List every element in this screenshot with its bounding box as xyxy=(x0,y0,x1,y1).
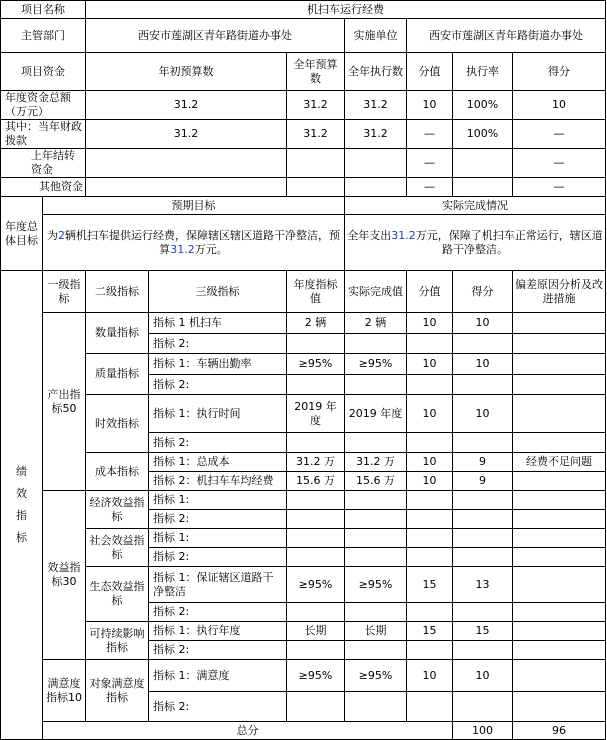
cell: 指标 2: xyxy=(149,375,287,395)
cell xyxy=(407,641,453,660)
cell xyxy=(513,433,606,453)
cell xyxy=(453,548,513,567)
cell: 指标 2: xyxy=(149,433,287,453)
cell: 指标 2: xyxy=(149,641,287,660)
cell xyxy=(345,178,407,197)
cell: 31.2 xyxy=(287,120,345,149)
col-actual: 实际完成值 xyxy=(345,271,407,313)
cell: 10 xyxy=(453,354,513,375)
cell: 31.2 xyxy=(86,91,287,120)
cell: 31.2 xyxy=(86,120,287,149)
cell xyxy=(453,641,513,660)
cell xyxy=(453,433,513,453)
dept-label: 主管部门 xyxy=(1,19,86,53)
satisfaction-label: 满意度指标10 xyxy=(43,660,86,722)
col-perf-score: 得分 xyxy=(453,271,513,313)
cell: 10 xyxy=(407,472,453,491)
cell xyxy=(453,692,513,722)
cell xyxy=(287,334,345,354)
cell xyxy=(407,375,453,395)
cell xyxy=(513,313,606,334)
impl-name: 西安市莲湖区青年路街道办事处 xyxy=(407,19,606,53)
cell xyxy=(287,641,345,660)
table-row xyxy=(1,91,606,120)
cell: 指标 1：保证辖区道路干净整洁 xyxy=(149,567,287,603)
cell xyxy=(287,433,345,453)
cell: 31.2 xyxy=(287,91,345,120)
cell: ≥95% xyxy=(345,567,407,603)
benefit-label: 效益指标30 xyxy=(43,491,86,660)
cell: ≥95% xyxy=(287,660,345,692)
cell xyxy=(345,375,407,395)
cell xyxy=(345,529,407,548)
funds-row-label: 其中：当年财政拨款 xyxy=(1,120,86,149)
col-annual-exec: 全年执行数 xyxy=(345,53,407,91)
cell xyxy=(513,491,606,510)
cell: 10 xyxy=(513,91,606,120)
impl-label: 实施单位 xyxy=(345,19,407,53)
cell xyxy=(345,692,407,722)
cell: 指标 2: xyxy=(149,548,287,567)
col-perf-weight: 分值 xyxy=(407,271,453,313)
cell xyxy=(407,603,453,622)
text: 全年支出 xyxy=(347,228,392,242)
funds-row-label: 其他资金 xyxy=(1,178,86,197)
cell: — xyxy=(407,149,453,178)
cost-label: 成本指标 xyxy=(86,453,149,491)
social-label: 社会效益指标 xyxy=(86,529,149,567)
cell xyxy=(86,178,287,197)
cell xyxy=(513,334,606,354)
cell xyxy=(345,548,407,567)
cell xyxy=(287,510,345,529)
cell xyxy=(513,529,606,548)
cell: 100% xyxy=(453,120,513,149)
col-initial-budget: 年初预算数 xyxy=(86,53,287,91)
cell xyxy=(453,149,513,178)
cell: 31.2 万 xyxy=(345,453,407,472)
cell: 指标 2: xyxy=(149,334,287,354)
cell xyxy=(513,472,606,491)
cell: 指标 2: xyxy=(149,692,287,722)
cell xyxy=(287,603,345,622)
cell: 指标 2：机扫车车均经费 xyxy=(149,472,287,491)
cell xyxy=(453,375,513,395)
cell: 指标 1: xyxy=(149,529,287,548)
cell xyxy=(287,149,345,178)
cell: 13 xyxy=(453,567,513,603)
col-weight: 分值 xyxy=(407,53,453,91)
text: 2 xyxy=(58,228,65,242)
cell xyxy=(453,529,513,548)
cell: 15 xyxy=(407,567,453,603)
cell: ≥95% xyxy=(287,354,345,375)
cell: 9 xyxy=(453,472,513,491)
cell: 2019 年度 xyxy=(287,395,345,433)
cell: 15 xyxy=(407,622,453,641)
total-weight: 100 xyxy=(453,722,513,740)
text: 万元。 xyxy=(194,242,228,256)
col-annual-budget: 全年预算数 xyxy=(287,53,345,91)
cell xyxy=(513,548,606,567)
cell xyxy=(513,567,606,603)
cell: 指标 2: xyxy=(149,510,287,529)
cell: 10 xyxy=(407,453,453,472)
cell: 15.6 万 xyxy=(345,472,407,491)
sustainability-label: 可持续影响指标 xyxy=(86,622,149,660)
cell: 31.2 xyxy=(345,91,407,120)
cell: 指标 1：执行时间 xyxy=(149,395,287,433)
actual-completion-text xyxy=(345,215,606,271)
cell xyxy=(407,529,453,548)
cell: 2019 年度 xyxy=(345,395,407,433)
cell: ≥95% xyxy=(345,660,407,692)
cell: 指标 1：总成本 xyxy=(149,453,287,472)
cell: 指标 2: xyxy=(149,603,287,622)
col-exec-rate: 执行率 xyxy=(453,53,513,91)
cell: 10 xyxy=(407,313,453,334)
cell xyxy=(453,603,513,622)
ecological-label: 生态效益指标 xyxy=(86,567,149,622)
cell: 指标 1 机扫车 xyxy=(149,313,287,334)
cell: 指标 1：满意度 xyxy=(149,660,287,692)
cell: 10 xyxy=(453,313,513,334)
cell xyxy=(345,641,407,660)
project-name: 机扫车运行经费 xyxy=(86,1,606,19)
text: 绩效指标 xyxy=(16,465,27,544)
cell: 15.6 万 xyxy=(287,472,345,491)
cell: 10 xyxy=(407,660,453,692)
cell: 10 xyxy=(407,91,453,120)
col-target: 年度指标值 xyxy=(287,271,345,313)
cell: — xyxy=(513,149,606,178)
cell: — xyxy=(513,178,606,197)
funds-row-label: 年度资金总额（万元） xyxy=(1,91,86,120)
quantity-label: 数量指标 xyxy=(86,313,149,354)
cell xyxy=(287,491,345,510)
cell xyxy=(407,433,453,453)
cell: ≥95% xyxy=(287,567,345,603)
cell: ≥95% xyxy=(345,354,407,375)
cell xyxy=(287,692,345,722)
cell xyxy=(407,548,453,567)
col-level1: 一级指标 xyxy=(43,271,86,313)
cell xyxy=(453,334,513,354)
cell xyxy=(513,395,606,433)
text: 31.2 xyxy=(391,228,416,242)
cell: 100% xyxy=(453,91,513,120)
cell xyxy=(345,603,407,622)
cell xyxy=(513,622,606,641)
cell: 长期 xyxy=(287,622,345,641)
cell xyxy=(453,178,513,197)
cell xyxy=(345,491,407,510)
cell xyxy=(407,510,453,529)
output-label: 产出指标50 xyxy=(43,313,86,491)
cell xyxy=(407,491,453,510)
economic-label: 经济效益指标 xyxy=(86,491,149,529)
cell xyxy=(513,354,606,375)
cell: 31.2 xyxy=(345,120,407,149)
cell xyxy=(453,491,513,510)
text: 辆机扫车提供运行经费，保障辖区辖区道路干净整洁，预算 xyxy=(65,228,340,256)
annual-goal-label: 年度总体目标 xyxy=(1,197,43,271)
cell xyxy=(513,641,606,660)
cell: — xyxy=(513,120,606,149)
cell xyxy=(513,692,606,722)
timeliness-label: 时效指标 xyxy=(86,395,149,453)
perf-label xyxy=(1,271,43,740)
cell: 10 xyxy=(453,660,513,692)
funds-label: 项目资金 xyxy=(1,53,86,91)
col-score: 得分 xyxy=(513,53,606,91)
service-satisfaction-label: 对象满意度指标 xyxy=(86,660,149,722)
cell: 9 xyxy=(453,453,513,472)
cell: — xyxy=(407,178,453,197)
cell xyxy=(287,178,345,197)
actual-completion-label: 实际完成情况 xyxy=(345,197,606,215)
cell xyxy=(407,692,453,722)
cell xyxy=(513,375,606,395)
table-row xyxy=(1,149,606,178)
cell xyxy=(345,334,407,354)
cell: 15 xyxy=(453,622,513,641)
col-reason: 偏差原因分析及改进措施 xyxy=(513,271,606,313)
total-score: 96 xyxy=(513,722,606,740)
cell: 31.2 万 xyxy=(287,453,345,472)
cell: 经费不足问题 xyxy=(513,453,606,472)
cell xyxy=(345,433,407,453)
cell xyxy=(345,149,407,178)
cell: 10 xyxy=(453,395,513,433)
cell xyxy=(513,510,606,529)
cell xyxy=(287,375,345,395)
cell: 2 辆 xyxy=(287,313,345,334)
text: 31.2 xyxy=(170,242,195,256)
col-level3: 三级指标 xyxy=(149,271,287,313)
expected-goal-text xyxy=(43,215,345,271)
cell: 10 xyxy=(407,395,453,433)
quality-label: 质量指标 xyxy=(86,354,149,395)
cell xyxy=(86,149,287,178)
table-row xyxy=(1,120,606,149)
table-row xyxy=(1,178,606,197)
cell xyxy=(407,334,453,354)
cell: 2 辆 xyxy=(345,313,407,334)
cell: 指标 1: xyxy=(149,491,287,510)
cell xyxy=(513,660,606,692)
cell: 长期 xyxy=(345,622,407,641)
dept-name: 西安市莲湖区青年路街道办事处 xyxy=(86,19,345,53)
expected-goal-label: 预期目标 xyxy=(43,197,345,215)
text: 为 xyxy=(47,228,58,242)
cell xyxy=(287,548,345,567)
project-name-label: 项目名称 xyxy=(1,1,86,19)
total-label: 总分 xyxy=(43,722,453,740)
funds-row-label: 上年结转资金 xyxy=(1,149,86,178)
text: 万元，保障了机扫车正常运行，辖区道路干净整洁。 xyxy=(415,228,603,256)
cell: 指标 1：车辆出勤率 xyxy=(149,354,287,375)
col-level2: 二级指标 xyxy=(86,271,149,313)
cell: 指标 1：执行年度 xyxy=(149,622,287,641)
cell: 10 xyxy=(407,354,453,375)
cell xyxy=(453,510,513,529)
cell: — xyxy=(407,120,453,149)
cell xyxy=(513,603,606,622)
cell xyxy=(287,529,345,548)
cell xyxy=(345,510,407,529)
